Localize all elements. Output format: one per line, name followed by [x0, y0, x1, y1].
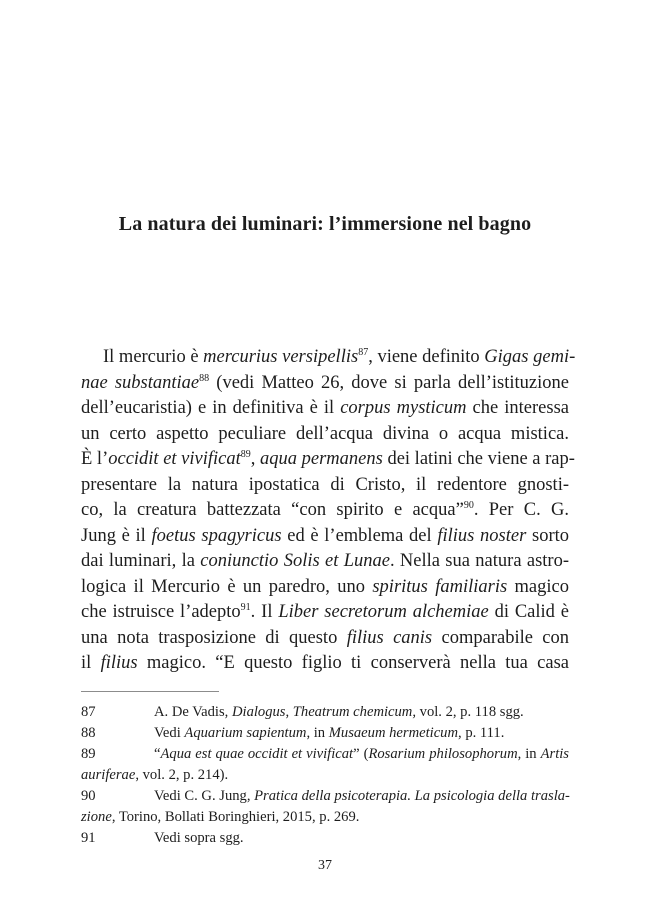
italic-text: mercurius versipellis	[203, 347, 359, 367]
page-number: 37	[318, 858, 332, 873]
italic-text: Musaeum hermeticum	[328, 725, 459, 741]
italic-text: Theatrum chemicum,	[292, 704, 416, 720]
italic-text: Pratica della psicoterapia. La psicologia della trasla-	[254, 788, 570, 804]
paragraph-line	[81, 524, 569, 550]
paragraph-line	[81, 549, 569, 575]
footnote-ref: 87	[358, 346, 369, 358]
text-run: , viene definito	[368, 347, 485, 367]
text-run: un certo aspetto peculiare dell’acqua divina o acqua mistica.	[81, 423, 569, 444]
text-run: Jung è il	[81, 525, 152, 546]
text-run: Vedi C. G. Jung,	[154, 788, 255, 804]
text-run: ” (	[353, 746, 369, 762]
footnote-ref: 88	[199, 372, 210, 384]
text-run: Il mercurio è	[103, 347, 204, 367]
italic-text: filius noster	[437, 525, 527, 546]
italic-text: filius	[100, 653, 138, 673]
paragraph-line	[81, 575, 569, 601]
italic-text: coniunctio Solis et Lunae	[200, 551, 390, 571]
text-run: , in	[517, 746, 541, 762]
paragraph-line	[81, 626, 569, 652]
text-run: , in	[306, 725, 329, 741]
italic-text: Artis	[540, 746, 569, 762]
text-run: che interessa	[466, 398, 569, 418]
footnote-line	[81, 807, 569, 828]
italic-text: Liber secretorum alchemiae	[278, 602, 489, 622]
text-run: comparabile con	[432, 627, 570, 648]
paragraph-line	[81, 396, 569, 422]
text-run: (vedi Matteo 26, dove si parla dell’istituzione	[209, 372, 569, 393]
chapter-title: La natura dei luminari: l’immersione nel bagno	[118, 213, 532, 235]
paragraph-line	[81, 498, 569, 524]
footnote-line	[81, 765, 569, 786]
text-run: dell’eucaristia) e in definitiva è il	[81, 398, 341, 418]
footnotes	[81, 702, 569, 849]
footnote-ref: 91	[240, 601, 251, 613]
text-run: ,	[250, 449, 261, 469]
text-run: . Per C. G.	[473, 500, 569, 520]
text-run: ,	[285, 704, 293, 720]
italic-text: Aquarium sapientum	[184, 725, 307, 741]
footnote-line	[81, 744, 569, 765]
text-run: il	[81, 653, 101, 673]
paragraph-line	[81, 600, 569, 626]
footnote-ref: 89	[240, 448, 251, 460]
text-run: , vol. 2, p. 214).	[135, 767, 229, 783]
paragraph-line	[81, 422, 569, 448]
text-run: È l’	[81, 449, 109, 469]
italic-text: filius canis	[346, 627, 433, 648]
paragraph-line	[81, 473, 569, 499]
footnote-line	[81, 786, 569, 807]
italic-text: corpus mysticum	[340, 398, 467, 418]
text-run: , p. 111.	[458, 725, 505, 741]
text-run: Vedi sopra sgg.	[154, 830, 244, 846]
italic-text: Rosarium philosophorum	[368, 746, 518, 762]
italic-text: foetus spagyricus	[151, 525, 282, 546]
italic-text: nae substantiae	[81, 372, 200, 393]
footnote-number: 91	[81, 830, 96, 846]
footnote-number: 89	[81, 746, 96, 762]
text-run: presentare la natura ipostatica di Cristo, il redentore gnosti-	[81, 474, 569, 495]
footnote-line	[81, 828, 569, 849]
text-run: magico. “E questo figlio ti conserverà nella tua casa	[137, 653, 569, 673]
italic-text: Dialogus	[231, 704, 286, 720]
text-run: dei latini che viene a rap-	[382, 449, 575, 469]
text-run: che istruisce l’adepto	[81, 602, 241, 622]
footnote-line	[81, 702, 569, 723]
text-run: vol. 2, p. 118 sgg.	[416, 704, 524, 720]
italic-text: auriferae	[81, 767, 136, 783]
paragraph-line	[81, 345, 576, 371]
paragraph-line	[81, 371, 569, 397]
text-run: “	[154, 746, 161, 762]
footnote-separator	[81, 691, 219, 692]
footnote-ref: 90	[463, 499, 474, 511]
text-run: A. De Vadis,	[154, 704, 232, 720]
paragraph-line	[81, 447, 575, 473]
footnote-number: 87	[81, 704, 96, 720]
text-run: co, la creatura battezzata “con spirito e acqua”	[81, 500, 464, 520]
italic-text: spiritus familiaris	[372, 576, 508, 597]
italic-text: aqua permanens	[260, 449, 383, 469]
text-run: di Calid è	[488, 602, 569, 622]
italic-text: Gigas gemi-	[484, 347, 576, 367]
footnote-number: 90	[81, 788, 96, 804]
text-run: ed è l’emblema del	[281, 525, 438, 546]
text-run: una nota trasposizione di questo	[81, 627, 347, 648]
text-run: , Torino, Bollati Boringhieri, 2015, p. 269.	[111, 809, 360, 825]
text-run: dai luminari, la	[81, 551, 201, 571]
text-run: sorto	[526, 525, 569, 546]
footnote-number: 88	[81, 725, 96, 741]
italic-text: zione	[81, 809, 112, 825]
text-run: magico	[507, 576, 569, 597]
text-run: . Nella sua natura astro-	[389, 551, 569, 571]
text-run: Vedi	[154, 725, 185, 741]
footnote-line	[81, 723, 569, 744]
italic-text: occidit et vivificat	[108, 449, 241, 469]
text-run: logica il Mercurio è un paredro, uno	[81, 576, 373, 597]
body-paragraph	[81, 345, 576, 677]
italic-text: Aqua est quae occidit et vivificat	[160, 746, 354, 762]
paragraph-line	[81, 651, 569, 677]
text-run: . Il	[250, 602, 279, 622]
